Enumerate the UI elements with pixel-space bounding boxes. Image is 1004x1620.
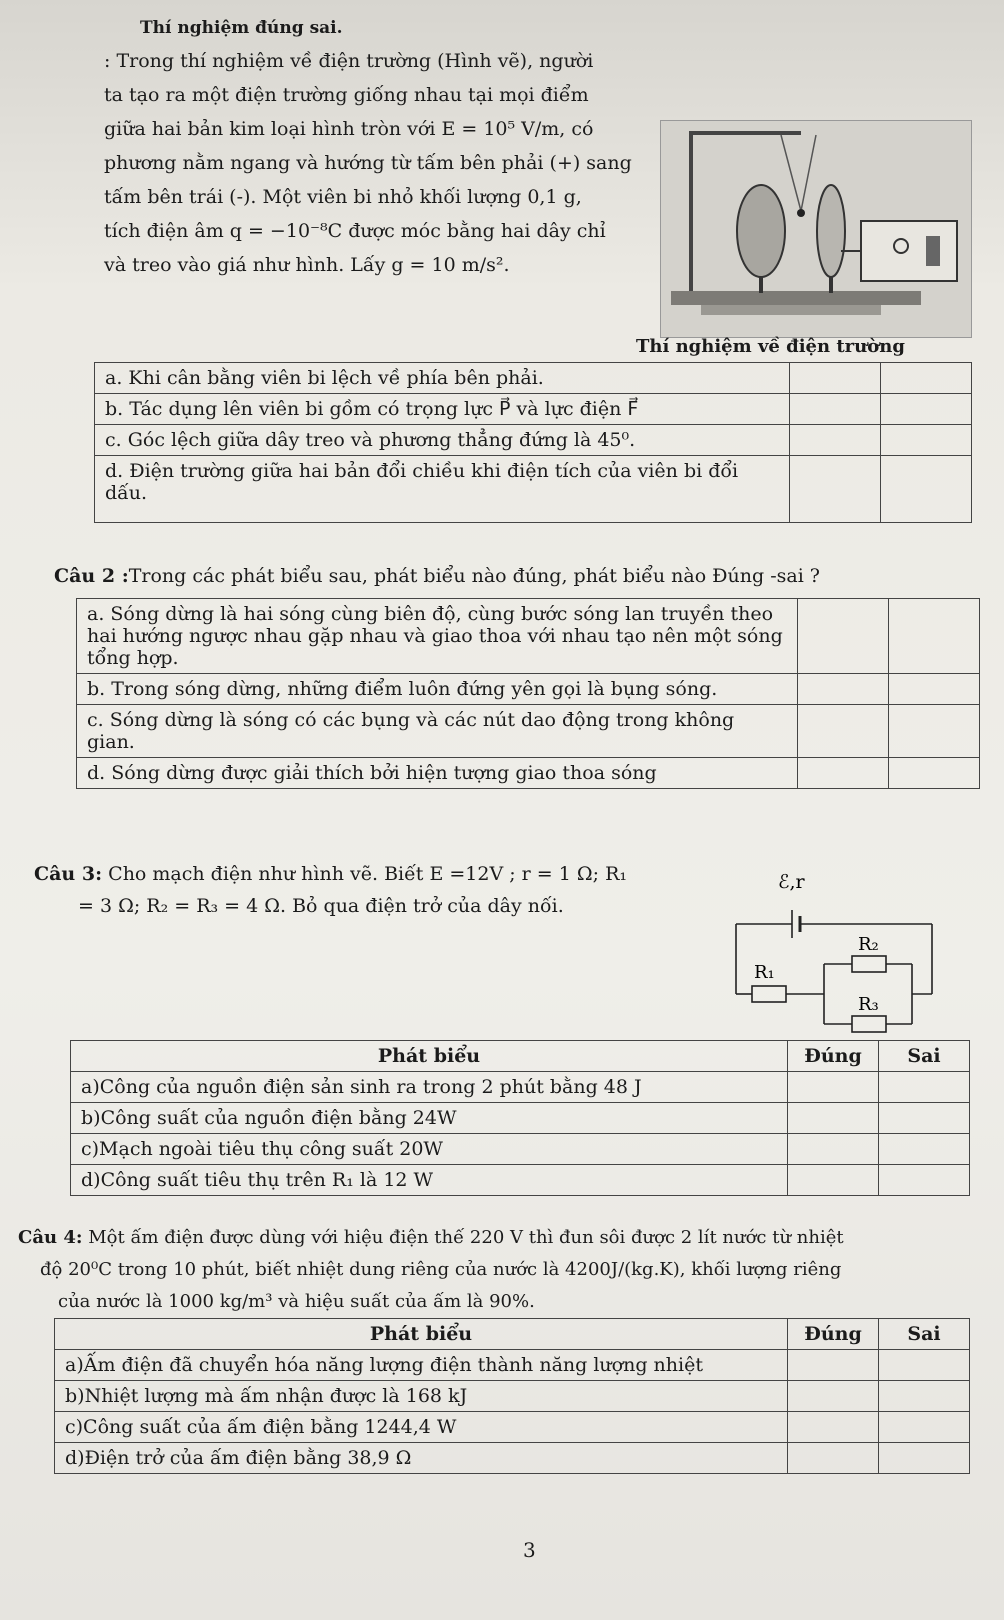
- true-checkbox[interactable]: [790, 394, 881, 425]
- resistor-r3: [852, 1016, 886, 1032]
- charged-ball: [797, 209, 805, 217]
- q4-line1: Một ấm điện được dùng với hiệu điện thế 220 V thì đun sôi được 2 lít nước từ nhiệt: [88, 1227, 844, 1248]
- resistor-r1: [752, 986, 786, 1002]
- q1-line: tích điện âm q = −10⁻⁸C được móc bằng hai dây chỉ: [104, 220, 606, 242]
- q3-line2: = 3 Ω; R₂ = R₃ = 4 Ω. Bỏ qua điện trở của dây nối.: [78, 895, 564, 917]
- r3-label: R₃: [858, 994, 879, 1015]
- true-checkbox[interactable]: [798, 758, 889, 789]
- table-row: [95, 363, 972, 394]
- table-row: [77, 705, 980, 758]
- true-checkbox[interactable]: [790, 363, 881, 394]
- false-checkbox[interactable]: [889, 705, 980, 758]
- statement-cell: d. Sóng dừng được giải thích bởi hiện tượng giao thoa sóng: [77, 758, 798, 789]
- statement-cell: a. Sóng dừng là hai sóng cùng biên độ, cùng bước sóng lan truyền theo hai hướng ngược nhau gặp nhau và giao thoa với nhau tạo nên một sóng tổng hợp.: [77, 599, 798, 674]
- q4-table: [54, 1318, 970, 1474]
- true-checkbox[interactable]: [788, 1134, 879, 1165]
- header-statement: Phát biểu: [55, 1319, 788, 1350]
- true-checkbox[interactable]: [798, 674, 889, 705]
- false-checkbox[interactable]: [889, 674, 980, 705]
- false-checkbox[interactable]: [881, 363, 972, 394]
- statement-cell: c. Sóng dừng là sóng có các bụng và các nút dao động trong không gian.: [77, 705, 798, 758]
- r1-label: R₁: [754, 962, 775, 983]
- q1-line: ta tạo ra một điện trường giống nhau tại mọi điểm: [104, 84, 589, 106]
- true-checkbox[interactable]: [788, 1381, 879, 1412]
- false-checkbox[interactable]: [881, 425, 972, 456]
- r2-label: R₂: [858, 934, 879, 955]
- q1-line: : Trong thí nghiệm về điện trường (Hình vẽ), người: [104, 50, 594, 72]
- true-checkbox[interactable]: [788, 1165, 879, 1196]
- apparatus-base: [671, 291, 921, 305]
- figure-caption: Thí nghiệm về điện trường: [636, 336, 905, 357]
- table-row: [77, 599, 980, 674]
- apparatus-drawing: [661, 121, 971, 337]
- statement-cell: d)Công suất tiêu thụ trên R₁ là 12 W: [71, 1165, 788, 1196]
- table-row: [71, 1134, 970, 1165]
- header-true: Đúng: [788, 1041, 879, 1072]
- true-checkbox[interactable]: [788, 1072, 879, 1103]
- true-checkbox[interactable]: [798, 705, 889, 758]
- q1-intro: [104, 44, 652, 282]
- table-row: [95, 394, 972, 425]
- table-header-row: [55, 1319, 970, 1350]
- false-checkbox[interactable]: [889, 599, 980, 674]
- section-heading: Thí nghiệm đúng sai.: [140, 18, 343, 38]
- table-row: [95, 456, 972, 523]
- q1-line: tấm bên trái (-). Một viên bi nhỏ khối lượng 0,1 g,: [104, 186, 582, 208]
- false-checkbox[interactable]: [881, 456, 972, 523]
- table-row: [77, 674, 980, 705]
- false-checkbox[interactable]: [879, 1381, 970, 1412]
- statement-cell: d. Điện trường giữa hai bản đổi chiều khi điện tích của viên bi đổi dấu.: [95, 456, 790, 523]
- true-checkbox[interactable]: [788, 1103, 879, 1134]
- statement-cell: c)Công suất của ấm điện bằng 1244,4 W: [55, 1412, 788, 1443]
- header-statement: Phát biểu: [71, 1041, 788, 1072]
- q3-line1: Cho mạch điện như hình vẽ. Biết E =12V ; r = 1 Ω; R₁: [108, 863, 628, 885]
- statement-cell: b. Tác dụng lên viên bi gồm có trọng lực P⃗ và lực điện F⃗: [95, 394, 790, 425]
- left-plate: [737, 185, 785, 277]
- table-row: [55, 1412, 970, 1443]
- q3-title: Câu 3:: [34, 863, 103, 885]
- power-supply: [861, 221, 957, 281]
- page-number: 3: [523, 1538, 536, 1562]
- false-checkbox[interactable]: [879, 1103, 970, 1134]
- false-checkbox[interactable]: [879, 1443, 970, 1474]
- q1-line: phương nằm ngang và hướng từ tấm bên phải (+) sang: [104, 152, 632, 174]
- statement-cell: d)Điện trở của ấm điện bằng 38,9 Ω: [55, 1443, 788, 1474]
- q2-table: [76, 598, 980, 789]
- false-checkbox[interactable]: [881, 394, 972, 425]
- table-row: [95, 425, 972, 456]
- false-checkbox[interactable]: [879, 1134, 970, 1165]
- table-row: [77, 758, 980, 789]
- false-checkbox[interactable]: [879, 1350, 970, 1381]
- q2-text: Trong các phát biểu sau, phát biểu nào đúng, phát biểu nào Đúng -sai ?: [128, 565, 820, 587]
- electric-field-apparatus-figure: [660, 120, 972, 338]
- false-checkbox[interactable]: [889, 758, 980, 789]
- q1-line: và treo vào giá như hình. Lấy g = 10 m/s².: [104, 254, 510, 276]
- statement-cell: c. Góc lệch giữa dây treo và phương thẳng đứng là 45⁰.: [95, 425, 790, 456]
- true-checkbox[interactable]: [788, 1412, 879, 1443]
- table-row: [55, 1443, 970, 1474]
- source-label: ℰ,r: [778, 871, 805, 893]
- statement-cell: b)Nhiệt lượng mà ấm nhận được là 168 kJ: [55, 1381, 788, 1412]
- table-header-row: [71, 1041, 970, 1072]
- header-false: Sai: [879, 1319, 970, 1350]
- true-checkbox[interactable]: [790, 456, 881, 523]
- false-checkbox[interactable]: [879, 1072, 970, 1103]
- true-checkbox[interactable]: [788, 1350, 879, 1381]
- header-true: Đúng: [788, 1319, 879, 1350]
- table-row: [71, 1165, 970, 1196]
- q1-line: giữa hai bản kim loại hình tròn với E = 10⁵ V/m, có: [104, 118, 594, 140]
- statement-cell: b)Công suất của nguồn điện bằng 24W: [71, 1103, 788, 1134]
- right-plate: [817, 185, 845, 277]
- q2-title: Câu 2 :: [54, 565, 129, 587]
- q3-table: [70, 1040, 970, 1196]
- q4-line3: của nước là 1000 kg/m³ và hiệu suất của ấm là 90%.: [58, 1291, 535, 1312]
- table-row: [55, 1350, 970, 1381]
- false-checkbox[interactable]: [879, 1165, 970, 1196]
- statement-cell: b. Trong sóng dừng, những điểm luôn đứng yên gọi là bụng sóng.: [77, 674, 798, 705]
- statement-cell: a. Khi cân bằng viên bi lệch về phía bên phải.: [95, 363, 790, 394]
- q3-prompt: [34, 858, 694, 922]
- table-row: [71, 1072, 970, 1103]
- q2-prompt: [54, 560, 984, 592]
- table-row: [55, 1381, 970, 1412]
- true-checkbox[interactable]: [790, 425, 881, 456]
- true-checkbox[interactable]: [788, 1443, 879, 1474]
- q1-table: [94, 362, 972, 523]
- header-false: Sai: [879, 1041, 970, 1072]
- circuit-diagram: [700, 866, 960, 1034]
- statement-cell: a)Ấm điện đã chuyển hóa năng lượng điện thành năng lượng nhiệt: [55, 1350, 788, 1381]
- q4-prompt: [18, 1222, 998, 1318]
- statement-cell: a)Công của nguồn điện sản sinh ra trong 2 phút bằng 48 J: [71, 1072, 788, 1103]
- resistor-r2: [852, 956, 886, 972]
- statement-cell: c)Mạch ngoài tiêu thụ công suất 20W: [71, 1134, 788, 1165]
- q4-line2: độ 20⁰C trong 10 phút, biết nhiệt dung riêng của nước là 4200J/(kg.K), khối lượng riêng: [40, 1259, 842, 1280]
- q4-title: Câu 4:: [18, 1227, 83, 1248]
- false-checkbox[interactable]: [879, 1412, 970, 1443]
- true-checkbox[interactable]: [798, 599, 889, 674]
- table-row: [71, 1103, 970, 1134]
